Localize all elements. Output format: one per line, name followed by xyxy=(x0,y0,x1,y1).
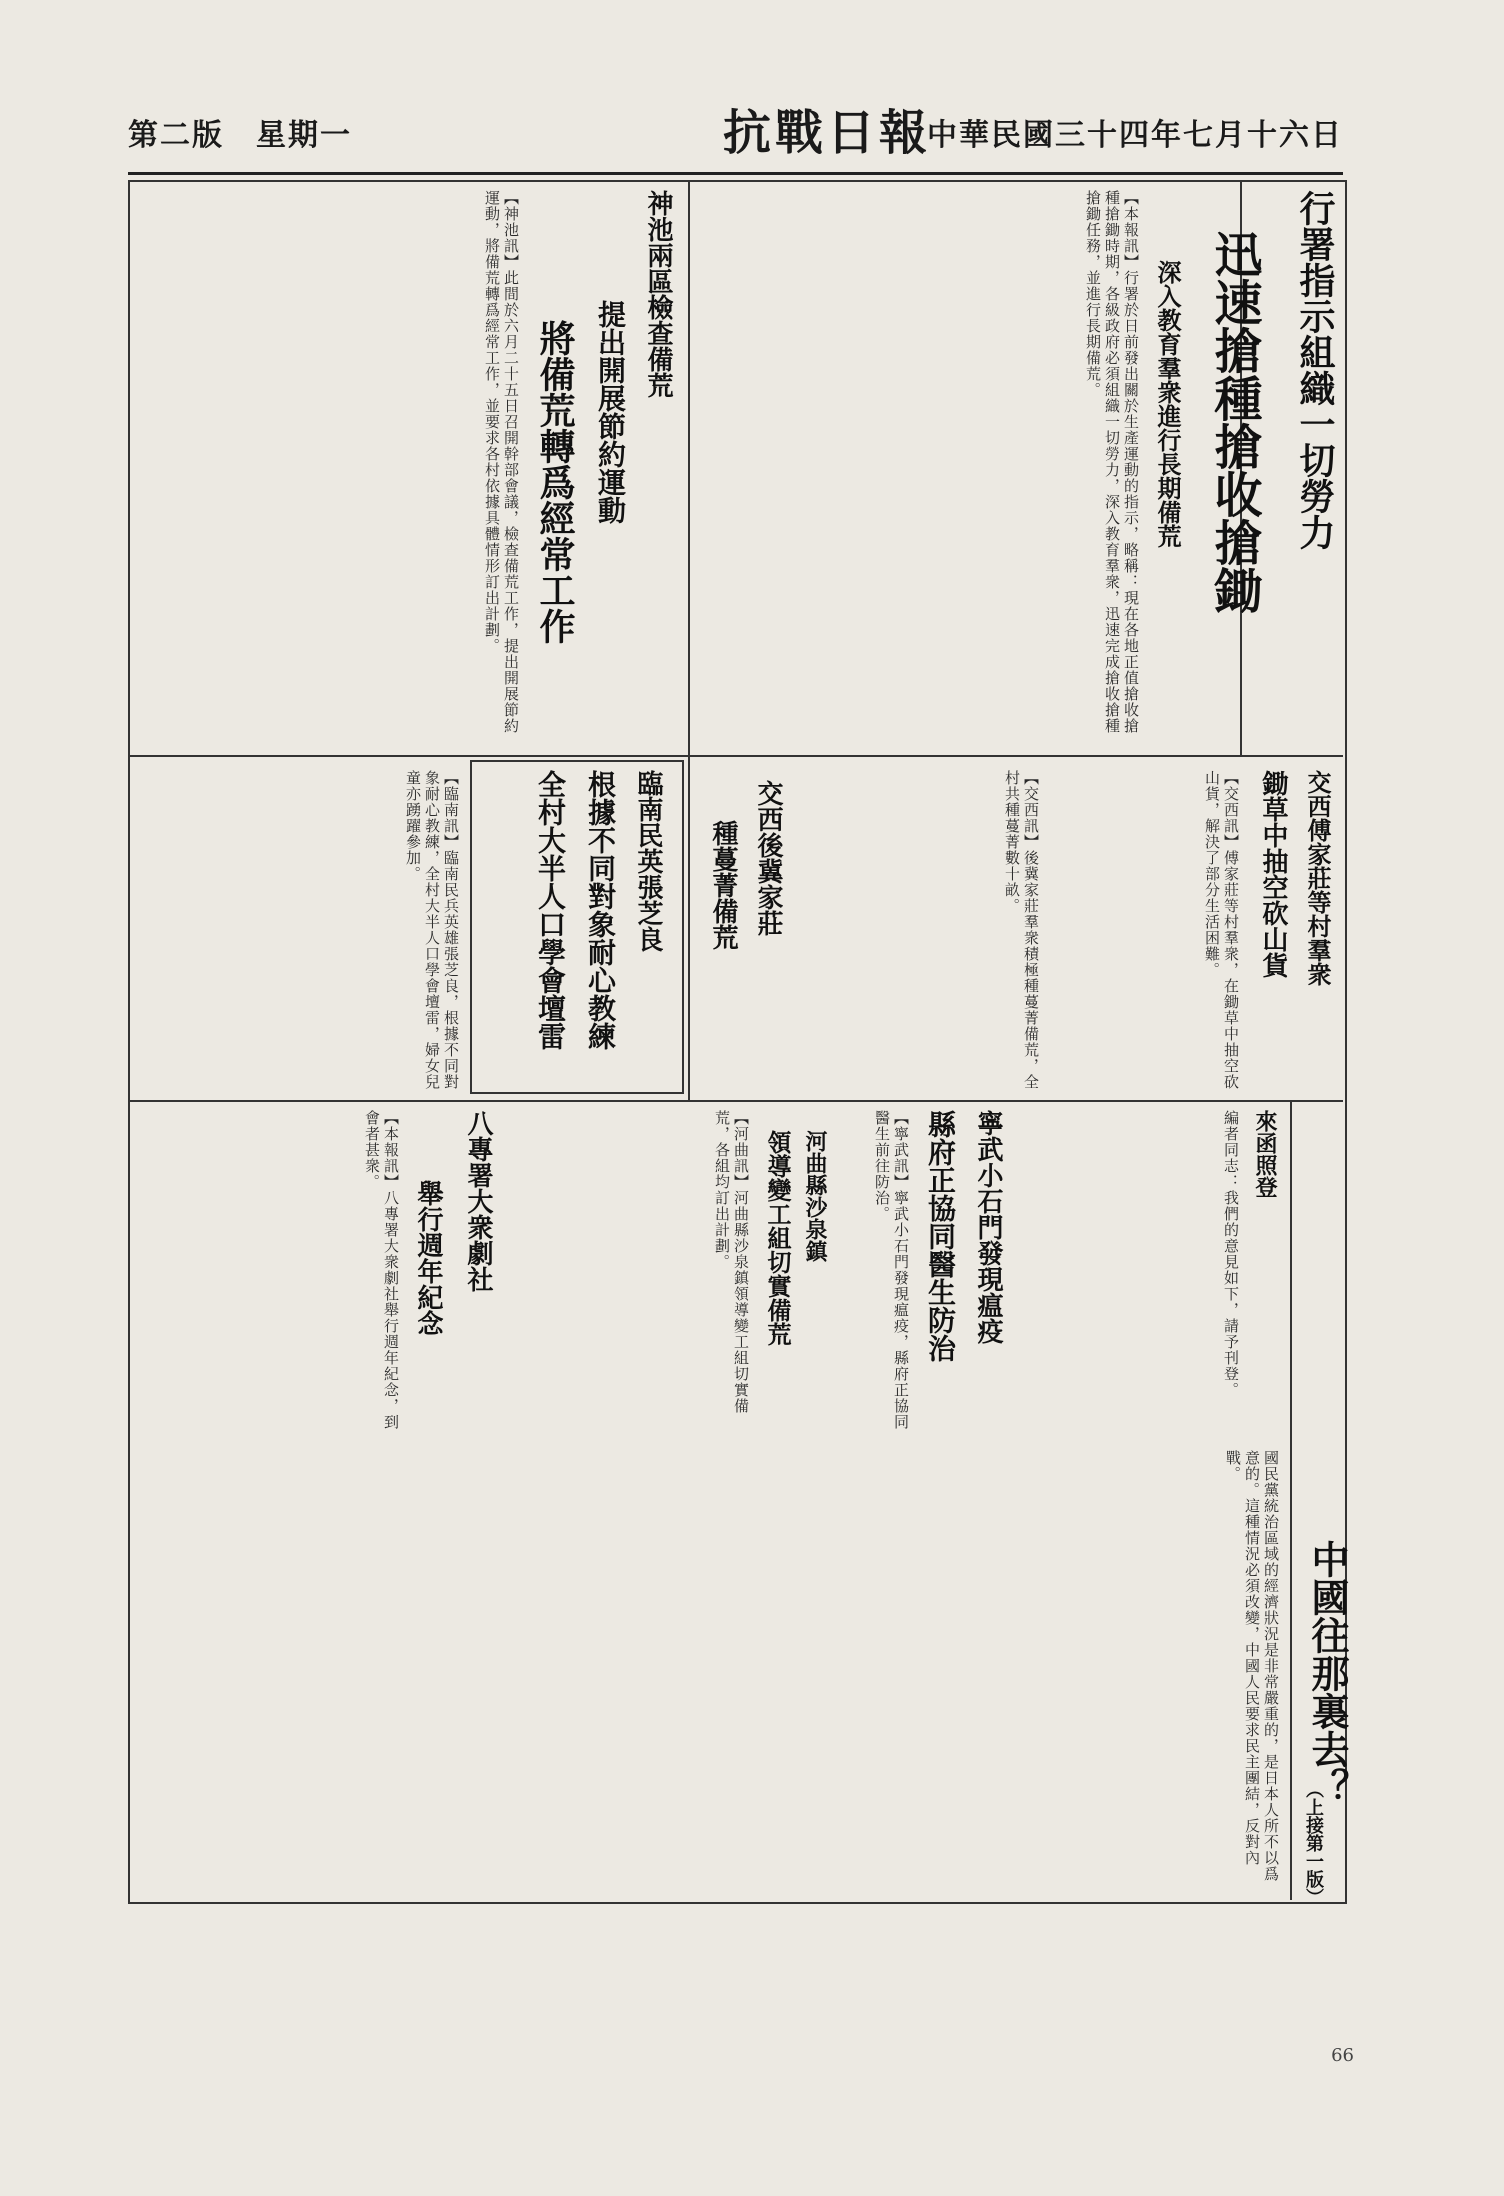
headline: 臨南民英張芝良 xyxy=(633,770,663,952)
page-number: 66 xyxy=(1331,2045,1354,2066)
headline: 領導變工組切實備荒 xyxy=(763,1130,792,1346)
article-body: 【本報訊】八專署大衆劇社舉行週年紀念，到會者甚衆。 xyxy=(363,1110,400,1430)
article-body: 【臨南訊】臨南民兵英雄張芝良，根據不同對象耐心教練，全村大半人口學會壇雷，婦女兒童亦踴躍參加。 xyxy=(404,770,460,1090)
issue-label: 第二版 星期一 xyxy=(128,118,352,153)
subheadline: （上接第一版） xyxy=(1303,1780,1324,1906)
headline: 縣府正協同醫生防治 xyxy=(924,1110,957,1362)
masthead xyxy=(128,92,1343,175)
subheadline: 將備荒轉爲經常工作 xyxy=(534,320,576,644)
newspaper-title: 抗戰日報 xyxy=(723,105,932,161)
article-body: 【寧武訊】寧武小石門發現瘟疫，縣府正協同醫生前往防治。 xyxy=(873,1110,910,1430)
date-label: 中華民國三十四年七月十六日 xyxy=(927,118,1343,153)
headline: 根據不同對象耐心教練 xyxy=(584,770,617,1050)
divider xyxy=(688,180,690,1100)
headline: 種蔓菁備荒 xyxy=(708,820,738,950)
divider xyxy=(1290,1100,1292,1900)
headline: 交西傅家莊等村羣衆 xyxy=(1303,770,1332,986)
headline: 神池兩區檢查備荒 xyxy=(643,190,673,398)
headline: 鋤草中抽空砍山貨 xyxy=(1258,770,1288,978)
headline: 八專署大衆劇社 xyxy=(463,1110,493,1292)
headline: 提出開展節約運動 xyxy=(594,300,627,524)
article-body: 國民黨統治區域的經濟狀況是非常嚴重的，是日本人所不以爲意的。這種情況必須改變，中國人民要求民主團結，反對內戰。 xyxy=(1224,1450,1280,1882)
headline: 河曲縣沙泉鎮 xyxy=(802,1130,828,1262)
article-body: 編者同志：我們的意見如下，請予刊登。 xyxy=(1222,1110,1240,1398)
subheadline: 深入教育羣衆進行長期備荒 xyxy=(1153,260,1182,548)
article-body: 【河曲訊】河曲縣沙泉鎮領導變工組切實備荒，各組均訂出計劃。 xyxy=(713,1110,750,1414)
article-body: 【交西訊】後冀家莊羣衆積極種蔓菁備荒，全村共種蔓菁數十畝。 xyxy=(1003,770,1040,1090)
headline: 來函照登 xyxy=(1252,1110,1278,1198)
divider xyxy=(128,1100,1343,1102)
headline: 迅速搶種搶收搶鋤 xyxy=(1206,230,1262,614)
article-body: 【本報訊】行署於日前發出關於生產運動的指示，略稱：現在各地正值搶收搶種搶鋤時期，各級政府必須組織一切勞力，深入教育羣衆，迅速完成搶收搶種搶鋤任務，並進行長期備荒。 xyxy=(1084,190,1140,734)
article-body: 【神池訊】此間於六月二十五日召開幹部會議，檢查備荒工作，提出開展節約運動，將備荒轉爲經常工作，並要求各村依據具體情形訂出計劃。 xyxy=(483,190,520,734)
divider xyxy=(128,755,688,757)
headline: 中國往那裏去？ xyxy=(1305,1540,1350,1806)
headline: 行署指示組織一切勞力 xyxy=(1294,190,1336,550)
headline: 寧武小石門發現瘟疫 xyxy=(973,1110,1003,1344)
divider xyxy=(688,755,1343,757)
headline: 舉行週年紀念 xyxy=(413,1180,443,1336)
article-body: 【交西訊】傅家莊等村羣衆，在鋤草中抽空砍山貨，解決了部分生活困難。 xyxy=(1203,770,1240,1090)
subheadline: 全村大半人口學會壇雷 xyxy=(534,770,567,1050)
headline: 交西後冀家莊 xyxy=(753,780,783,936)
